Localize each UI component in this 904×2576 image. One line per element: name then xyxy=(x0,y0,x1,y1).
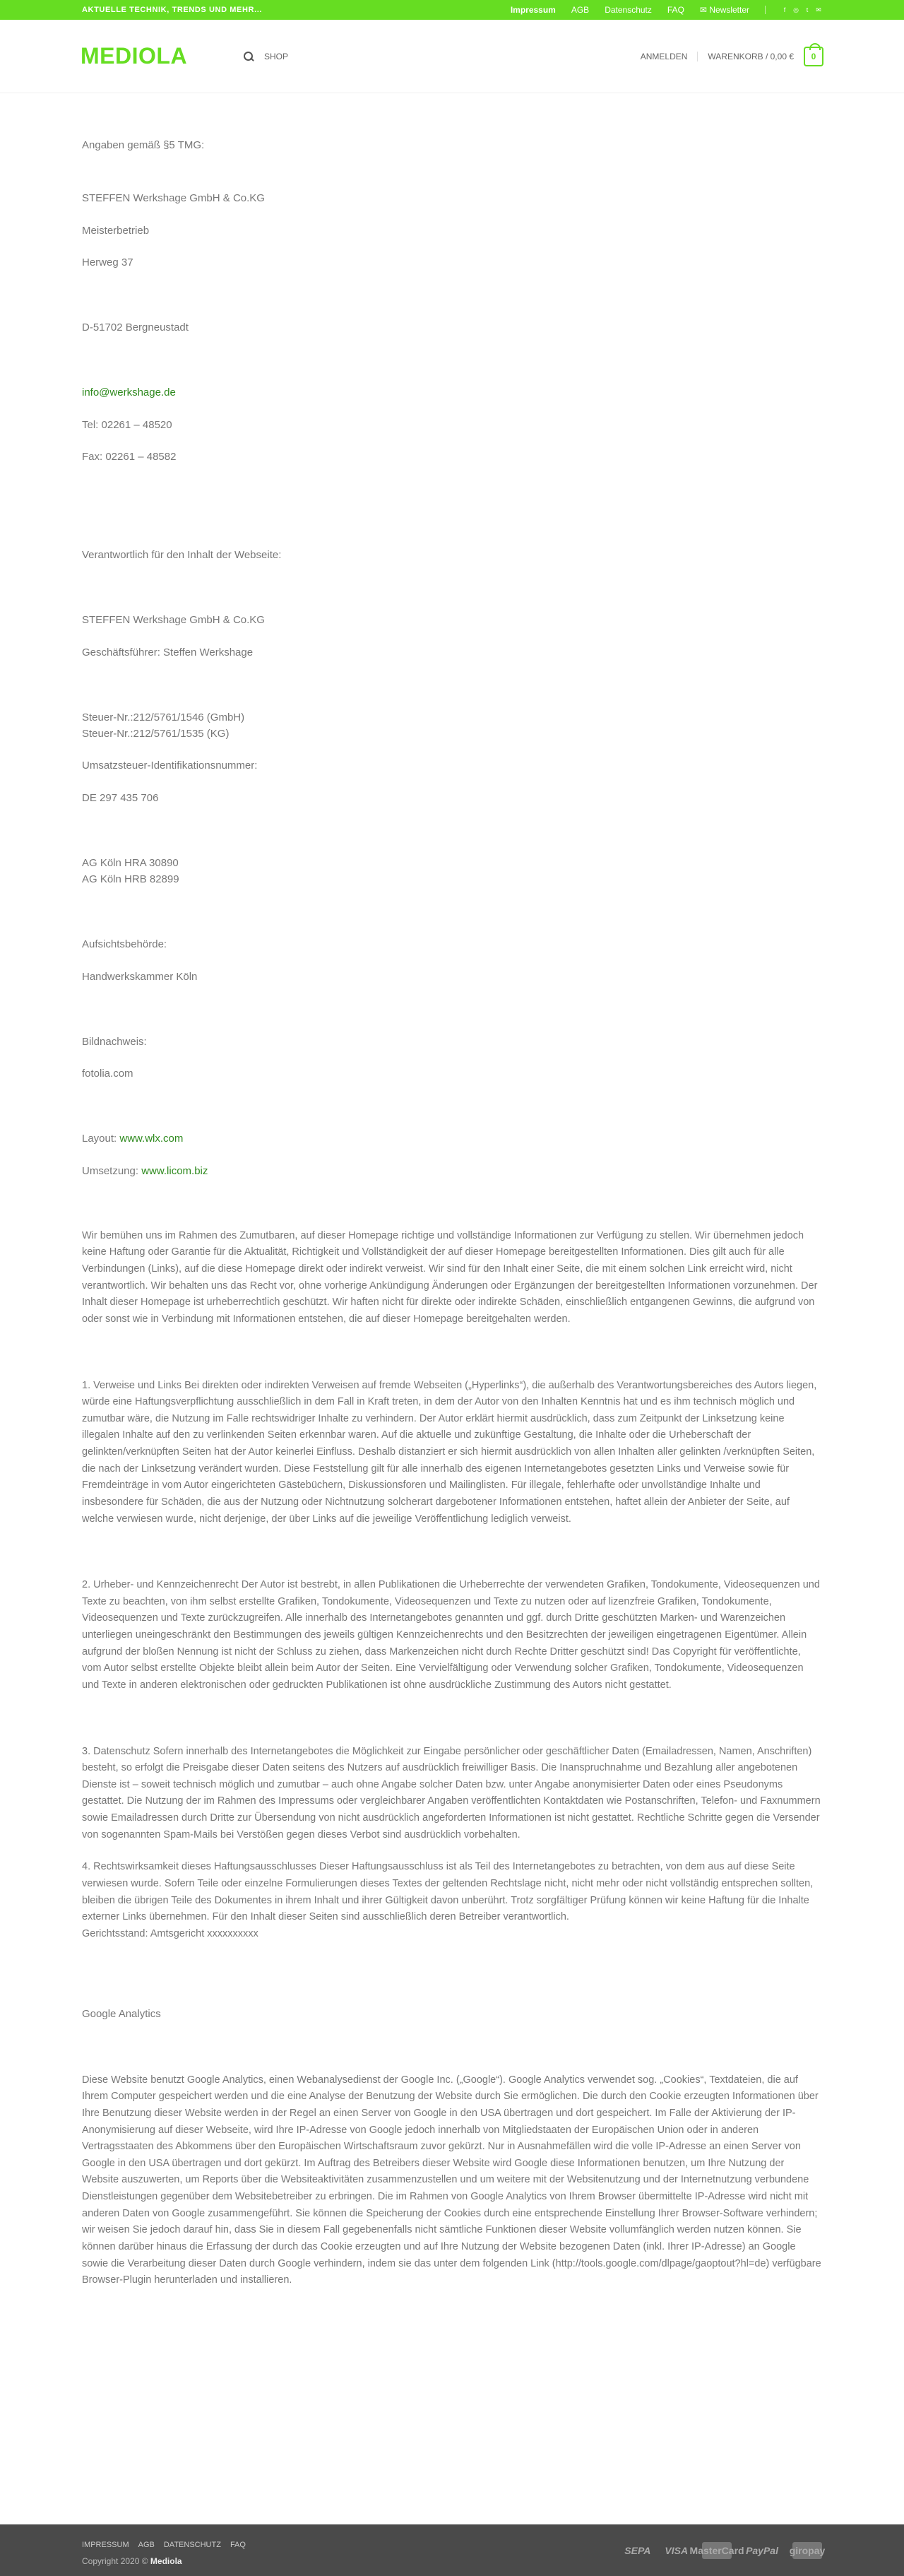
disclaimer-intro: Wir bemühen uns im Rahmen des Zumutbaren, auf dieser Homepage richtige und vollständige Informationen zur Verfügung zu stellen. Wir übernehmen jedoch keine Haftung oder Garantie für die Aktualität, Richtigkeit und Vollständigkeit der auf dieser Homepage bereitgestellten Informationen. Dies gilt auch für alle Verbindungen (Links), auf die diese Homepage direkt oder indirekt verweist. Wir sind für den Inhalt einer Seite, die mit einem solchen Link erreicht wird, nicht verantwortlich. Wir behalten uns das Recht vor, ohne vorherige Ankündigung Änderungen oder Ergänzungen der bereitgestellten Informationen vorzunehmen. Der Inhalt dieser Homepage ist urheberrechtlich geschützt. Wir haften nicht für direkte oder indirekte Schäden, einschließlich entgangenen Gewinns, die aufgrund von oder sonst wie in Verbindung mit Informationen entstehen, die auf dieser Homepage bereitgehalten werden. xyxy=(82,1229,818,1325)
fax: Fax: 02261 – 48582 xyxy=(82,450,177,463)
register-hrb: AG Köln HRB 82899 xyxy=(82,873,179,885)
email-icon[interactable]: ✉ xyxy=(816,6,821,13)
login-link[interactable]: ANMELDEN xyxy=(640,51,688,61)
footer-link-faq[interactable]: FAQ xyxy=(230,2541,246,2549)
tax-number-kg: Steuer-Nr.:212/5761/1535 (KG) xyxy=(82,728,230,740)
twitter-icon[interactable]: t xyxy=(806,6,809,13)
visa-icon: VISA xyxy=(665,2545,689,2556)
layout-credit xyxy=(82,1130,822,1147)
images-label: Bildnachweis: xyxy=(82,1035,147,1048)
envelope-icon: ✉ xyxy=(699,5,707,15)
logo[interactable]: MEDIOLA xyxy=(81,43,188,69)
disclaimer-copyright: 2. Urheber- und Kennzeichenrecht Der Autor ist bestrebt, in allen Publikationen die Urheberrechte der verwendeten Grafiken, Tondokumente, Videosequenzen und Texte zu beachten, von ihm selbst erstellte Grafiken, Tondokumente, Videosequenzen und Texte zu nutzen oder auf lizenzfreie Grafiken, Tondokumente, Videosequenzen und Texte zurückzugreifen. Alle innerhalb des Internetangebotes genannten und ggf. durch Dritte geschützten Marken- und Warenzeichen unterliegen uneingeschränkt den Bestimmungen des jeweils gültigen Kennzeichenrechts und den Besitzrechten der jeweiligen eingetragenen Eigentümer. Allein aufgrund der bloßen Nennung ist nicht der Schluss zu ziehen, dass Markenzeichen nicht durch Rechte Dritter geschützt sind! Das Copyright für veröffentlichte, vom Autor selbst erstellte Objekte bleibt allein beim Autor der Seiten. Eine Vervielfältigung oder Verwendung solcher Grafiken, Tondokumente, Videosequenzen und Texte in anderen elektronischen oder gedruckten Publikationen ist ohne ausdrückliche Zustimmung des Autors nicht gestattet. xyxy=(82,1579,820,1691)
analytics-heading: Google Analytics xyxy=(82,2008,161,2021)
footer-link-datenschutz[interactable]: DATENSCHUTZ xyxy=(163,2541,221,2549)
top-link-agb[interactable]: AGB xyxy=(571,5,590,15)
manager: Geschäftsführer: Steffen Werkshage xyxy=(82,646,254,658)
images-source: fotolia.com xyxy=(82,1068,133,1080)
social-icons xyxy=(781,6,822,13)
implementation-credit xyxy=(82,1163,822,1179)
divider xyxy=(697,52,698,61)
city: D-51702 Bergneustadt xyxy=(82,321,189,333)
nav-shop[interactable]: SHOP xyxy=(264,51,289,61)
nav-right xyxy=(641,47,823,66)
company-name-2: STEFFEN Werkshage GmbH & Co.KG xyxy=(82,614,265,627)
implementation-label: Umsetzung: xyxy=(82,1164,142,1177)
copyright-text: Copyright 2020 © xyxy=(82,2556,150,2566)
copyright-brand: Mediola xyxy=(150,2556,182,2566)
top-link-faq[interactable]: FAQ xyxy=(667,5,684,15)
authority: Handwerkskammer Köln xyxy=(82,970,198,983)
layout-link[interactable]: www.wlx.com xyxy=(119,1133,184,1145)
giropay-icon: giropay xyxy=(792,2542,822,2559)
tmg-heading: Angaben gemäß §5 TMG: xyxy=(82,139,205,151)
divider xyxy=(765,6,766,14)
instagram-icon[interactable]: ◎ xyxy=(793,6,799,13)
promo-text: AKTUELLE TECHNIK, TRENDS UND MEHR... xyxy=(82,6,263,14)
cart-icon[interactable]: 0 xyxy=(804,47,823,66)
street: Herweg 37 xyxy=(82,256,133,268)
phone: Tel: 02261 – 48520 xyxy=(82,418,172,431)
nav-left xyxy=(243,51,288,62)
main-content xyxy=(0,93,904,2289)
analytics-text: Diese Website benutzt Google Analytics, einen Webanalysedienst der Google Inc. („Google“). Google Analytics verwendet sog. „Cookies“, Textdateien, die auf Ihrem Computer gespeichert werden und die eine Analyse der Benutzung der Website durch Sie ermöglichen. Die durch den Cookie erzeugten Informationen über Ihre Benutzung dieser Website werden in der Regel an einen Server von Google in den USA übertragen und dort gespeichert. Im Falle der Aktivierung der IP-Anonymisierung auf dieser Webseite, wird Ihre IP-Adresse von Google jedoch innerhalb von Mitgliedstaaten der Europäischen Union oder in anderen Vertragsstaaten des Abkommens über den Europäischen Wirtschaftsraum zuvor gekürzt. Nur in Ausnahmefällen wird die volle IP-Adresse an einen Server von Google in den USA übertragen und dort gekürzt. Im Auftrag des Betreibers dieser Website wird Google diese Informationen benutzen, um Ihre Nutzung der Website auszuwerten, um Reports über die Websiteaktivitäten zusammenzustellen und um weitere mit der Websitenutzung und der Internetnutzung verbundene Dienstleistungen gegenüber dem Websitebetreiber zu erbringen. Die im Rahmen von Google Analytics von Ihrem Browser übermittelte IP-Adresse wird nicht mit anderen Daten von Google zusammengeführt. Sie können die Speicherung der Cookies durch eine entsprechende Einstellung Ihrer Browser-Software verhindern; wir weisen Sie jedoch darauf hin, dass Sie in diesem Fall gegebenenfalls nicht sämtliche Funktionen dieser Website vollumfänglich werden nutzen können. Sie können darüber hinaus die Erfassung der durch das Cookie erzeugten und auf Ihre Nutzung der Website bezogenen Daten (inkl. Ihrer IP-Adresse) an Google sowie die Verarbeitung dieser Daten durch Google verhindern, indem sie das unter dem folgenden Link (http://tools.google.com/dlpage/gaoptout?hl=de) verfügbare Browser-Plugin herunterladen und installieren. xyxy=(82,2074,821,2286)
email-link[interactable]: info@werkshage.de xyxy=(82,386,176,399)
disclaimer-validity: 4. Rechtswirksamkeit dieses Haftungsausschlusses Dieser Haftungsausschluss ist als Teil des Internetangebotes zu betrachten, von dem aus auf diese Seite verwiesen wurde. Sofern Teile oder einzelne Formulierungen dieses Textes der geltenden Rechtslage nicht, nicht mehr oder nicht vollständig entsprechen sollten, bleiben die übrigen Teile des Dokumentes in ihrem Inhalt und ihrer Gültigkeit davon unberührt. Trotz sorgfältiger Prüfung können wir keine Haftung für die Inhalte externer Links übernehmen. Für den Inhalt dieser Seiten sind ausschließlich deren Betreiber verantwortlich. xyxy=(82,1861,814,1923)
company-type: Meisterbetrieb xyxy=(82,224,150,237)
header xyxy=(0,20,904,93)
disclaimer-links: 1. Verweise und Links Bei direkten oder indirekten Verweisen auf fremde Webseiten („Hyperlinks“), die außerhalb des Verantwortungsbereiches des Autors liegen, würde eine Haftungsverpflichtung ausschließlich in dem Fall in Kraft treten, in dem der Autor von den Inhalten Kenntnis hat und es ihm technisch möglich und zumutbar wäre, die Nutzung im Falle rechtswidriger Inhalte zu verhindern. Der Autor erklärt hiermit ausdrücklich, dass zum Zeitpunkt der Linksetzung keine illegalen Inhalte auf den zu verlinkenden Seiten erkennbar waren. Auf die aktuelle und zukünftige Gestaltung, die Inhalte oder die Urheberschaft der gelinkten/verknüpften Seiten hat der Autor keinerlei Einfluss. Deshalb distanziert er sich hiermit ausdrücklich von allen Inhalten aller gelinkten /verknüpften Seiten, die nach der Linksetzung verändert wurden. Diese Feststellung gilt für alle innerhalb des eigenen Internetangebotes gesetzten Links und Verweise sowie für Fremdeinträge in vom Autor eingerichteten Gästebüchern, Diskussionsforen und Mailinglisten. Für illegale, fehlerhafte oder unvollständige Inhalte und insbesondere für Schäden, die aus der Nutzung oder Nichtnutzung solcherart dargebotener Informationen entstehen, haftet allein der Anbieter der Seite, auf welche verwiesen wurde, nicht derjenige, der über Links auf die jeweilige Veröffentlichung lediglich verweist. xyxy=(82,1379,817,1525)
authority-label: Aufsichtsbehörde: xyxy=(82,938,167,951)
jurisdiction: Gerichtsstand: Amtsgericht xxxxxxxxxx xyxy=(82,1927,258,1939)
search-icon[interactable] xyxy=(243,51,254,62)
vat-label: Umsatzsteuer-Identifikationsnummer: xyxy=(82,760,258,772)
implementation-link[interactable]: www.licom.biz xyxy=(141,1164,208,1177)
top-bar xyxy=(0,0,904,20)
top-link-datenschutz[interactable]: Datenschutz xyxy=(605,5,652,15)
company-name: STEFFEN Werkshage GmbH & Co.KG xyxy=(82,192,265,205)
mastercard-icon: MasterCard xyxy=(702,2542,732,2559)
facebook-icon[interactable]: f xyxy=(783,6,786,13)
newsletter-label: Newsletter xyxy=(709,5,749,15)
tax-number-gmbh: Steuer-Nr.:212/5761/1546 (GmbH) xyxy=(82,711,245,723)
layout-label: Layout: xyxy=(82,1133,120,1145)
payment-icons xyxy=(624,2542,826,2559)
sepa-icon: SEPA xyxy=(624,2545,651,2556)
top-link-impressum[interactable]: Impressum xyxy=(510,5,556,15)
footer xyxy=(0,2524,904,2576)
disclaimer-privacy: 3. Datenschutz Sofern innerhalb des Internetangebotes die Möglichkeit zur Eingabe persönlicher oder geschäftlicher Daten (Emailadressen, Namen, Anschriften) besteht, so erfolgt die Preisgabe dieser Daten seitens des Nutzers auf ausdrücklich freiwilliger Basis. Die Inanspruchnahme und Bezahlung aller angebotenen Dienste ist – soweit technisch möglich und zumutbar – auch ohne Angabe solcher Daten bzw. unter Angabe anonymisierter Daten oder eines Pseudonyms gestattet. Die Nutzung der im Rahmen des Impressums oder vergleichbarer Angaben veröffentlichten Kontaktdaten wie Postanschriften, Telefon- und Faxnummern sowie Emailadressen durch Dritte zur Übersendung von nicht ausdrücklich angeforderten Informationen ist nicht gestattet. Rechtliche Schritte gegen die Versender von sogenannten Spam-Mails bei Verstößen gegen dieses Verbot sind ausdrücklich vorbehalten. xyxy=(82,1745,821,1841)
vat-number: DE 297 435 706 xyxy=(82,791,159,804)
footer-links xyxy=(82,2541,246,2549)
register-hra: AG Köln HRA 30890 xyxy=(82,856,179,869)
top-links xyxy=(511,5,822,15)
cart-link[interactable]: WARENKORB / 0,00 € xyxy=(708,51,794,61)
footer-link-agb[interactable]: AGB xyxy=(138,2541,155,2549)
footer-link-impressum[interactable]: IMPRESSUM xyxy=(82,2541,129,2549)
paypal-icon: PayPal xyxy=(746,2545,778,2556)
responsible-heading: Verantwortlich für den Inhalt der Webseite: xyxy=(82,549,282,561)
copyright xyxy=(82,2556,182,2566)
top-link-newsletter[interactable] xyxy=(700,5,749,15)
